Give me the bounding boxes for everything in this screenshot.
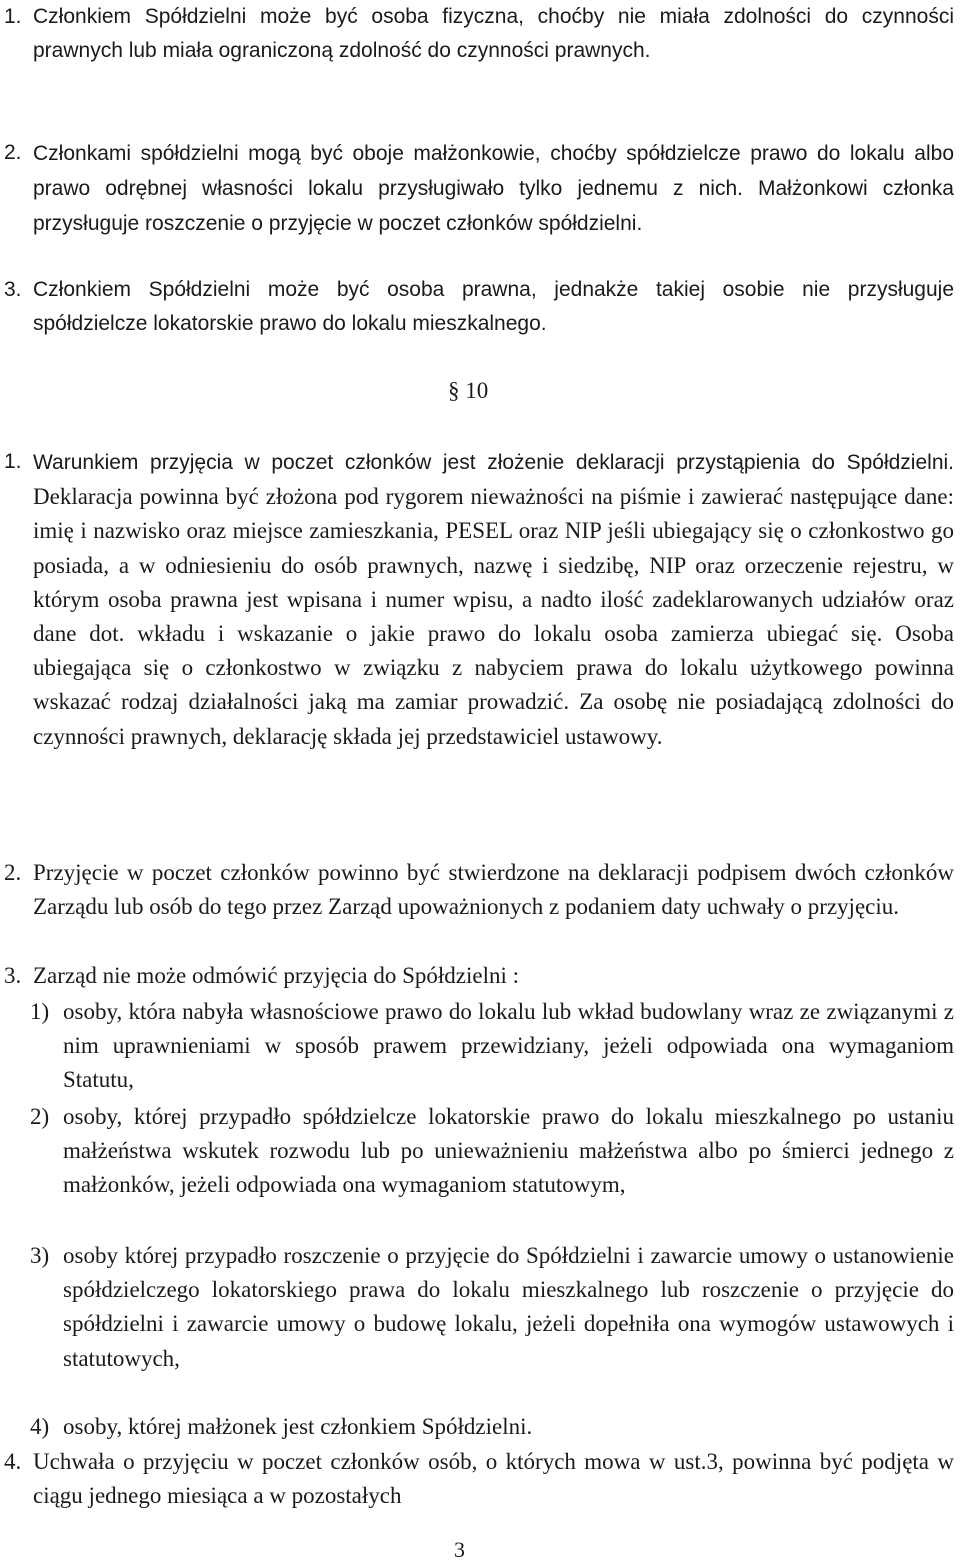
item-text-continued: Małżonkowi członka przysługuje roszczenie o przyjęcie w poczet członków spółdzielni. <box>33 177 954 236</box>
item-number: 1. <box>4 450 22 473</box>
sub-list-item <box>30 995 954 1098</box>
sub-item-text: osoby której przypadło roszczenie o przyjęcie do Spółdzielni i zawarcie umowy o ustanowienie spółdzielczego lokatorskiego prawa do lokalu mieszkalnego lub roszczenie o przyjęcie do spółdzielni i zawarcie umowy o budowę lokalu, jeżeli dopełniła ona wymogów ustawowych i statutowych, <box>63 1243 954 1371</box>
item-number: 3. <box>4 278 22 301</box>
list-item <box>4 959 954 993</box>
sub-item-number: 1) <box>30 999 50 1024</box>
sub-list-item <box>30 1239 954 1376</box>
item-number: 2. <box>4 141 22 164</box>
sub-item-number: 2) <box>30 1104 50 1129</box>
item-text: Członkiem Spółdzielni może być osoba fizyczna, choćby nie miała zdolności do czynności prawnych lub miała ograniczoną zdolność do czynności prawnych. <box>33 5 954 63</box>
section-heading: § 10 <box>448 378 489 403</box>
item-text-continued: Deklaracja powinna być złożona pod rygorem nieważności na piśmie i zawierać następujące dane: imię i nazwisko oraz miejsce zamieszkania, PESEL oraz NIP jeśli ubiegający się o członkostwo go posiada, a w odniesieniu do osób prawnych, nazwę i siedzibę, NIP oraz orzeczenie rejestru, w którym osoba prawna jest wpisana i numer wpisu, a nadto ilość zadeklarowanych udziałów oraz dane dot. wkładu i wskazanie o jakie prawo do lokalu osoba zamierza ubiegać się. Osoba ubiegająca się o członkostwo w związku z nabyciem prawa do lokalu użytkowego powinna wskazać rodzaj działalności jaką ma zamiar prowadzić. Za osobę nie posiadającą zdolności do czynności prawnych, deklarację składa jej przedstawiciel ustawowy. <box>33 484 954 749</box>
item-text: Członkiem Spółdzielni może być osoba prawna, jednakże takiej osobie nie przysługuje spółdzielcze lokatorskie prawo do lokalu mieszkalnego. <box>33 278 954 336</box>
item-number: 4. <box>4 1449 22 1474</box>
sub-item-text: osoby, której przypadło spółdzielcze lokatorskie prawo do lokalu mieszkalnego po ustaniu małżeństwa wskutek rozwodu lub po unieważnieniu małżeństwa albo po śmierci jednego z małżonków, jeżeli odpowiada ona wymaganiom statutowym, <box>63 1104 954 1198</box>
item-number: 3. <box>4 963 22 988</box>
page-number: 3 <box>454 1537 465 1562</box>
item-text: Członkami spółdzielni mogą być oboje małżonkowie, choćby spółdzielcze prawo do lokalu albo prawo odrębnej własności lokalu przysługiwało tylko jednemu z nich. <box>33 142 954 201</box>
item-text: Przyjęcie w poczet członków powinno być stwierdzone na deklaracji podpisem dwóch członków Zarządu lub osób do tego przez Zarząd upoważnionych z podaniem daty uchwały o przyjęciu. <box>33 860 954 920</box>
list-item <box>4 0 954 68</box>
item-number: 2. <box>4 860 22 885</box>
list-item <box>4 1445 954 1513</box>
sub-item-number: 4) <box>30 1414 50 1439</box>
sub-item-number: 3) <box>30 1243 50 1268</box>
sub-item-text: osoby, która nabyła własnościowe prawo do lokalu lub wkład budowlany wraz ze związanymi z nim uprawnieniami w sposób prawem przewidziany, jeżeli odpowiada ona wymaganiom Statutu, <box>63 999 954 1093</box>
list-item <box>4 136 954 242</box>
sub-list-item <box>30 1100 954 1203</box>
sub-item-text: osoby, której małżonek jest członkiem Spółdzielni. <box>63 1414 533 1439</box>
item-text: Zarząd nie może odmówić przyjęcia do Spółdzielni : <box>33 963 520 988</box>
list-item <box>4 856 954 924</box>
list-item <box>4 445 954 754</box>
list-item <box>4 273 954 341</box>
item-number: 1. <box>4 5 22 28</box>
item-text: Warunkiem przyjęcia w poczet członków jest złożenie deklaracji przystąpienia do Spółdzielni. <box>33 451 954 474</box>
sub-list-item <box>30 1410 954 1444</box>
item-text: Uchwała o przyjęciu w poczet członków osób, o których mowa w ust.3, powinna być podjęta w ciągu jednego miesiąca a w pozostałych <box>33 1449 954 1509</box>
